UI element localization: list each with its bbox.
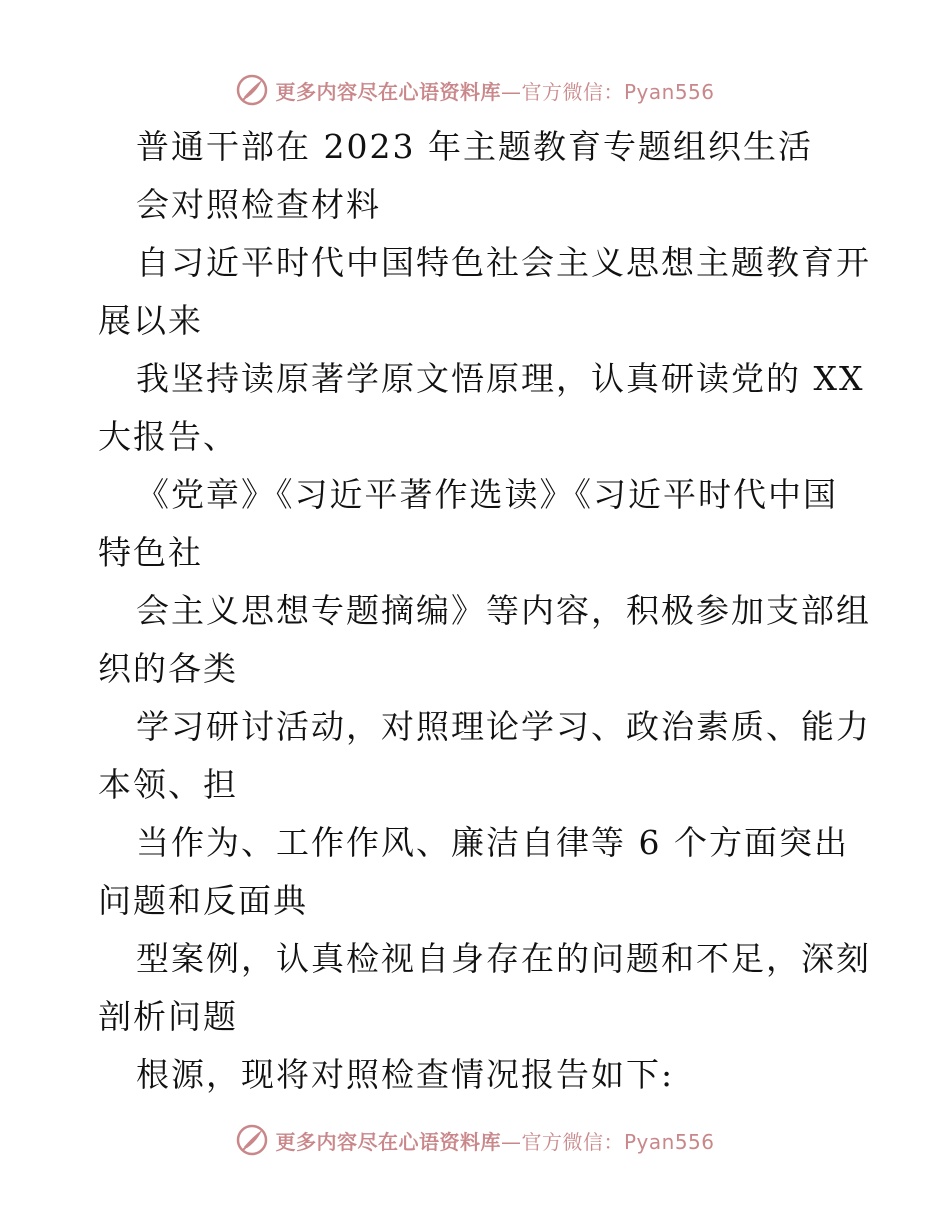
document-line: 当作为、工作作风、廉洁自律等 6 个方面突出 [136, 823, 849, 862]
document-line: 剖析问题 [98, 997, 238, 1036]
quill-logo-icon [235, 1123, 269, 1157]
document-line: 问题和反面典 [98, 881, 308, 920]
document-line: 《党章》《习近平著作选读》《习近平时代中国 [136, 475, 838, 514]
banner-main-text: 更多内容尽在心语资料库 [275, 79, 501, 104]
banner-separator: — [500, 79, 522, 104]
banner-wechat-label: 官方微信： [521, 1129, 624, 1154]
document-line: 本领、担 [98, 765, 238, 804]
document-line: 学习研讨活动，对照理论学习、政治素质、能力 [136, 707, 871, 746]
document-line: 自习近平时代中国特色社会主义思想主题教育开 [136, 243, 871, 282]
banner-wechat-id: Pyan556 [623, 1129, 715, 1154]
footer-watermark-banner [0, 1120, 950, 1160]
document-line: 型案例，认真检视自身存在的问题和不足，深刻 [136, 939, 871, 978]
header-watermark-banner [0, 70, 950, 110]
document-line: 普通干部在 2023 年主题教育专题组织生活 [136, 127, 813, 166]
document-line: 会主义思想专题摘编》等内容，积极参加支部组 [136, 591, 871, 630]
document-line: 织的各类 [98, 649, 238, 688]
document-line: 我坚持读原著学原文悟原理，认真研读党的 XX [136, 359, 865, 398]
document-line: 根源，现将对照检查情况报告如下: [136, 1055, 675, 1094]
banner-wechat-id: Pyan556 [623, 79, 715, 104]
document-line: 特色社 [98, 533, 203, 572]
document-body [98, 118, 871, 1104]
banner-wechat-label: 官方微信： [521, 79, 624, 104]
banner-main-text: 更多内容尽在心语资料库 [275, 1129, 501, 1154]
quill-logo-icon [235, 73, 269, 107]
banner-separator: — [500, 1129, 522, 1154]
document-line: 大报告、 [98, 417, 238, 456]
document-line: 会对照检查材料 [136, 185, 381, 224]
document-line: 展以来 [98, 301, 203, 340]
